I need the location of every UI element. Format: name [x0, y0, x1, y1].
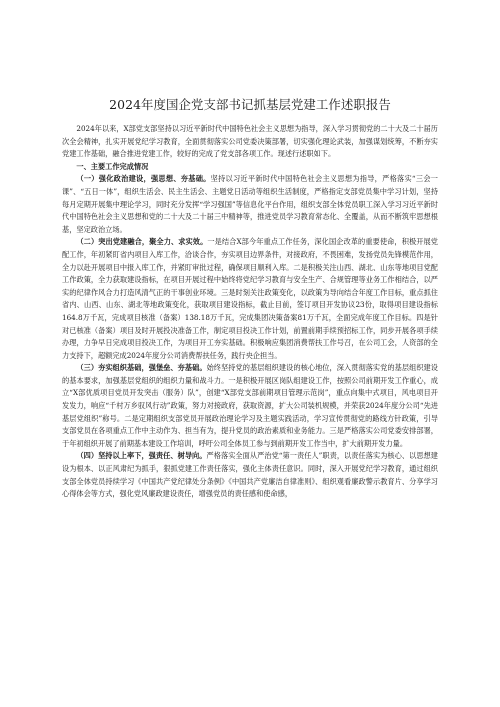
- item-text: 始终坚持党的基层组织建设的核心地位，深入贯彻落实党的基层组织建设的基本要求，加强基层党组织的组织力量和战斗力。一是积极开展区岗队组建设工作，按照公司前期开发工作重心，成立“X部优质项目党员开发突击（服务）队”，创建“X部党支部前期项目管理示范岗”，重点向集中式项目，风电项目开发发力，响应“千村万乡驭风行动”政策，努力对接政府，获取资源，扩大公司装机规模，并荣获2024年度分公司“先进基层党组织”称号。二是定期组织支部党员开展政治理论学习及主题实践活动，学习宣传贯彻党的路线方针政策，引导支部党员在各项重点工作中主动作为、担当有为，提升党员的政治素质和业务能力。三是严格落实公司党委安排部署，于年初组织开展了前期基本建设工作培训，呼吁公司全体员工参与到前期开发工作当中，扩大前期开发力量。: [62, 363, 438, 448]
- item-lead: （二）突出党建融合，聚全力、求实效。: [76, 237, 208, 247]
- item-paragraph: [62, 173, 438, 236]
- report-body: [62, 123, 438, 501]
- item-text: 一是结合X部今年重点工作任务，深化国企改革的重要使命，积极开展党配工作，年初紧盯省内项目入库工作，洽谈合作，夯实项目边界条件，对接政府，不畏困难，发扬党员先锋模范作用，全力以赴开展项目中报入库工作，并紧盯审批过程，确保项目顺利入库。二是积极关注山西、湖北、山东等地项目党配工作政策，全力获取建设指标，在项目开展过程中始终将党纪学习教育与安全生产、合规管理等业务工作相结合，以严实的纪律作风合力打造风清气正的干事创业环境。三是时刻关注政策变化，以政策为导向结合年度工作目标，重点抓住省内、山西、山东、湖北等地政策变化，获取项目建设指标，截止目前，签订项目开发协议23份，取得项目建设指标164.8万千瓦，完成项目核准（备案）138.18万千瓦，完成集团决策备案81万千瓦，全面完成年度工作目标。四是针对已核准（备案）项目及时开展投决准备工作，制定项目投决工作计划，前置前期手续预招标工作，同步开展各项手续办理，力争早日完成项目投决工作，为项目开工夯实基础。积极响应集团消费帮扶工作号召，在公司工会，人资部的全力支持下，超额完成2024年度分公司消费帮扶任务，践行央企担当。: [62, 237, 438, 360]
- item-paragraph: [62, 450, 438, 500]
- section-heading: 一、主要工作完成情况: [76, 161, 149, 171]
- item-text: 严格落实全面从严治党“第一责任人”职责，以责任落实为核心、以思想建设为根本、以正风肃纪为抓手，狠抓党建工作责任落实，强化主体责任意识。同时，深入开展党纪学习教育，通过组织支部全体党员持续学习《中国共产党纪律处分条例》《中国共产党廉洁自律准则》、组织观看廉政警示教育片、分享学习心得体会等方式，强化党风廉政建设责任，增强党员的责任感和使命感，: [62, 451, 438, 499]
- report-title: 2024年度国企党支部书记抓基层党建工作述职报告: [109, 97, 391, 112]
- item-lead: （三）夯实组织基础，强堡垒、夯基础。: [76, 363, 207, 373]
- item-lead: （一）强化政治建设，强思想、夯基础。: [76, 174, 211, 184]
- item-paragraph: [62, 362, 438, 450]
- item-lead: （四）坚持以上率下，强责任、树导向。: [76, 451, 207, 461]
- item-text: 坚持以习近平新时代中国特色社会主义思想为指导，严格落实“三会一课”、“五日一体”，组织生活会、民主生活会、主题党日活动等组织生活制度，严格指定支部党员集中学习计划，坚持每月定期开展集中理论学习，同时充分发挥“学习强国”等信息化平台作用，组织支部全体党员职工深入学习习近平新时代中国特色社会主义思想和党的二十大及二十届三中精神等，推进党员学习教育常态化、全覆盖，从而不断筑牢思想根基，坚定政治立场。: [62, 174, 438, 234]
- item-paragraph: [62, 236, 438, 362]
- intro-paragraph: 2024年以来，X部党支部坚持以习近平新时代中国特色社会主义思想为指导，深入学习贯彻党的二十大及二十届历次全会精神，扎实开展党纪学习教育，全面贯彻落实公司党委决策部署，切实强化理论武装，加强谋划统筹，不断夯实党建工作基础，融合推进党建工作，较好的完成了党支部各项工作。现述行述职如下。: [62, 124, 438, 159]
